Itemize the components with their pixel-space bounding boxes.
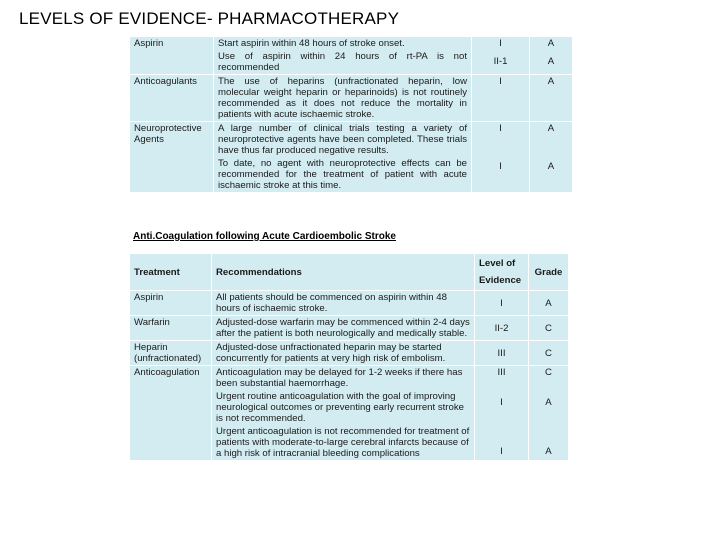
level-cell: I	[475, 291, 529, 316]
recommendation-cell: Adjusted-dose unfractionated heparin may be started concurrently for patients at very high risk of embolism.	[212, 341, 475, 366]
level-value: III	[497, 367, 506, 378]
table-row	[130, 341, 569, 366]
recommendation-text: A large number of clinical trials testing a variety of neuroprotective agents have been completed. These trials have thus far produced negative results.	[218, 123, 467, 156]
recommendation-text: Urgent anticoagulation is not recommended for treatment of patients with moderate-to-large cerebral infarcts because of a high risk of intracranial bleeding complications	[216, 426, 470, 459]
column-header-treatment: Treatment	[130, 254, 212, 291]
table-row	[130, 75, 573, 122]
level-cell: II-2	[475, 316, 529, 341]
recommendation-cell: Adjusted-dose warfarin may be commenced within 2-4 days after the patient is both neurologically and medically stable.	[212, 316, 475, 341]
treatment-cell: Anticoagulation	[130, 366, 212, 461]
treatment-cell: Anticoagulants	[130, 75, 214, 122]
recommendation-text: Start aspirin within 48 hours of stroke onset.	[218, 38, 405, 49]
table-header-row	[130, 254, 569, 291]
level-value: II-1	[493, 56, 508, 67]
level-cell	[472, 37, 530, 75]
table-row	[130, 37, 573, 75]
recommendation-cell: The use of heparins (unfractionated heparin, low molecular weight heparin or heparinoids) is not routinely recommended as it does not reduce the mortality in patients with acute ischaemic stroke.	[214, 75, 472, 122]
recommendation-text: Anticoagulation may be delayed for 1-2 weeks if there has been substantial haemorrhage.	[216, 367, 463, 389]
level-cell: I	[472, 75, 530, 122]
grade-cell: A	[530, 75, 573, 122]
grade-cell	[530, 37, 573, 75]
table-row	[130, 122, 573, 193]
grade-cell	[529, 366, 569, 461]
treatment-cell: Aspirin	[130, 37, 214, 75]
recommendation-text: To date, no agent with neuroprotective effects can be recommended for the treatment of patient with acute ischaemic stroke at this time.	[218, 158, 467, 191]
level-header-line: Evidence	[479, 275, 522, 286]
grade-value: C	[545, 367, 552, 378]
level-header-line: Level of	[479, 258, 516, 269]
column-header-recommendations: Recommendations	[212, 254, 475, 291]
grade-cell: C	[529, 316, 569, 341]
grade-value: A	[545, 397, 552, 408]
grade-value: A	[547, 38, 555, 49]
level-value: I	[499, 161, 502, 172]
level-value: I	[499, 38, 502, 49]
level-cell	[472, 122, 530, 193]
column-header-level	[475, 254, 529, 291]
recommendation-text: Use of aspirin within 24 hours of rt-PA is not recommended	[218, 51, 467, 73]
treatment-cell: Warfarin	[130, 316, 212, 341]
section-heading: Anti.Coagulation following Acute Cardioembolic Stroke	[133, 231, 396, 242]
grade-value: A	[545, 446, 552, 457]
recommendation-cell: All patients should be commenced on aspirin within 48 hours of ischaemic stroke.	[212, 291, 475, 316]
table-row	[130, 366, 569, 461]
grade-value: A	[547, 56, 555, 67]
treatment-cell: Aspirin	[130, 291, 212, 316]
treatment-cell: Neuroprotective Agents	[130, 122, 214, 193]
recommendation-cell	[214, 37, 472, 75]
treatment-cell: Heparin (unfractionated)	[130, 341, 212, 366]
recommendation-text: Urgent routine anticoagulation with the goal of improving neurological outcomes or preventing early recurrent stroke is not recommended.	[216, 391, 464, 424]
table-row	[130, 316, 569, 341]
grade-value: A	[547, 161, 555, 172]
level-value: I	[500, 397, 503, 408]
level-value: I	[500, 446, 503, 457]
grade-cell: A	[529, 291, 569, 316]
table-row	[130, 291, 569, 316]
column-header-grade: Grade	[529, 254, 569, 291]
level-value: I	[499, 123, 502, 134]
grade-cell: C	[529, 341, 569, 366]
recommendation-cell	[214, 122, 472, 193]
page-title: LEVELS OF EVIDENCE- PHARMACOTHERAPY	[19, 9, 400, 28]
grade-value: A	[547, 123, 555, 134]
level-cell	[475, 366, 529, 461]
pharmacotherapy-table	[129, 36, 573, 193]
grade-cell	[530, 122, 573, 193]
anticoagulation-table	[129, 253, 569, 461]
level-cell: III	[475, 341, 529, 366]
recommendation-cell	[212, 366, 475, 461]
